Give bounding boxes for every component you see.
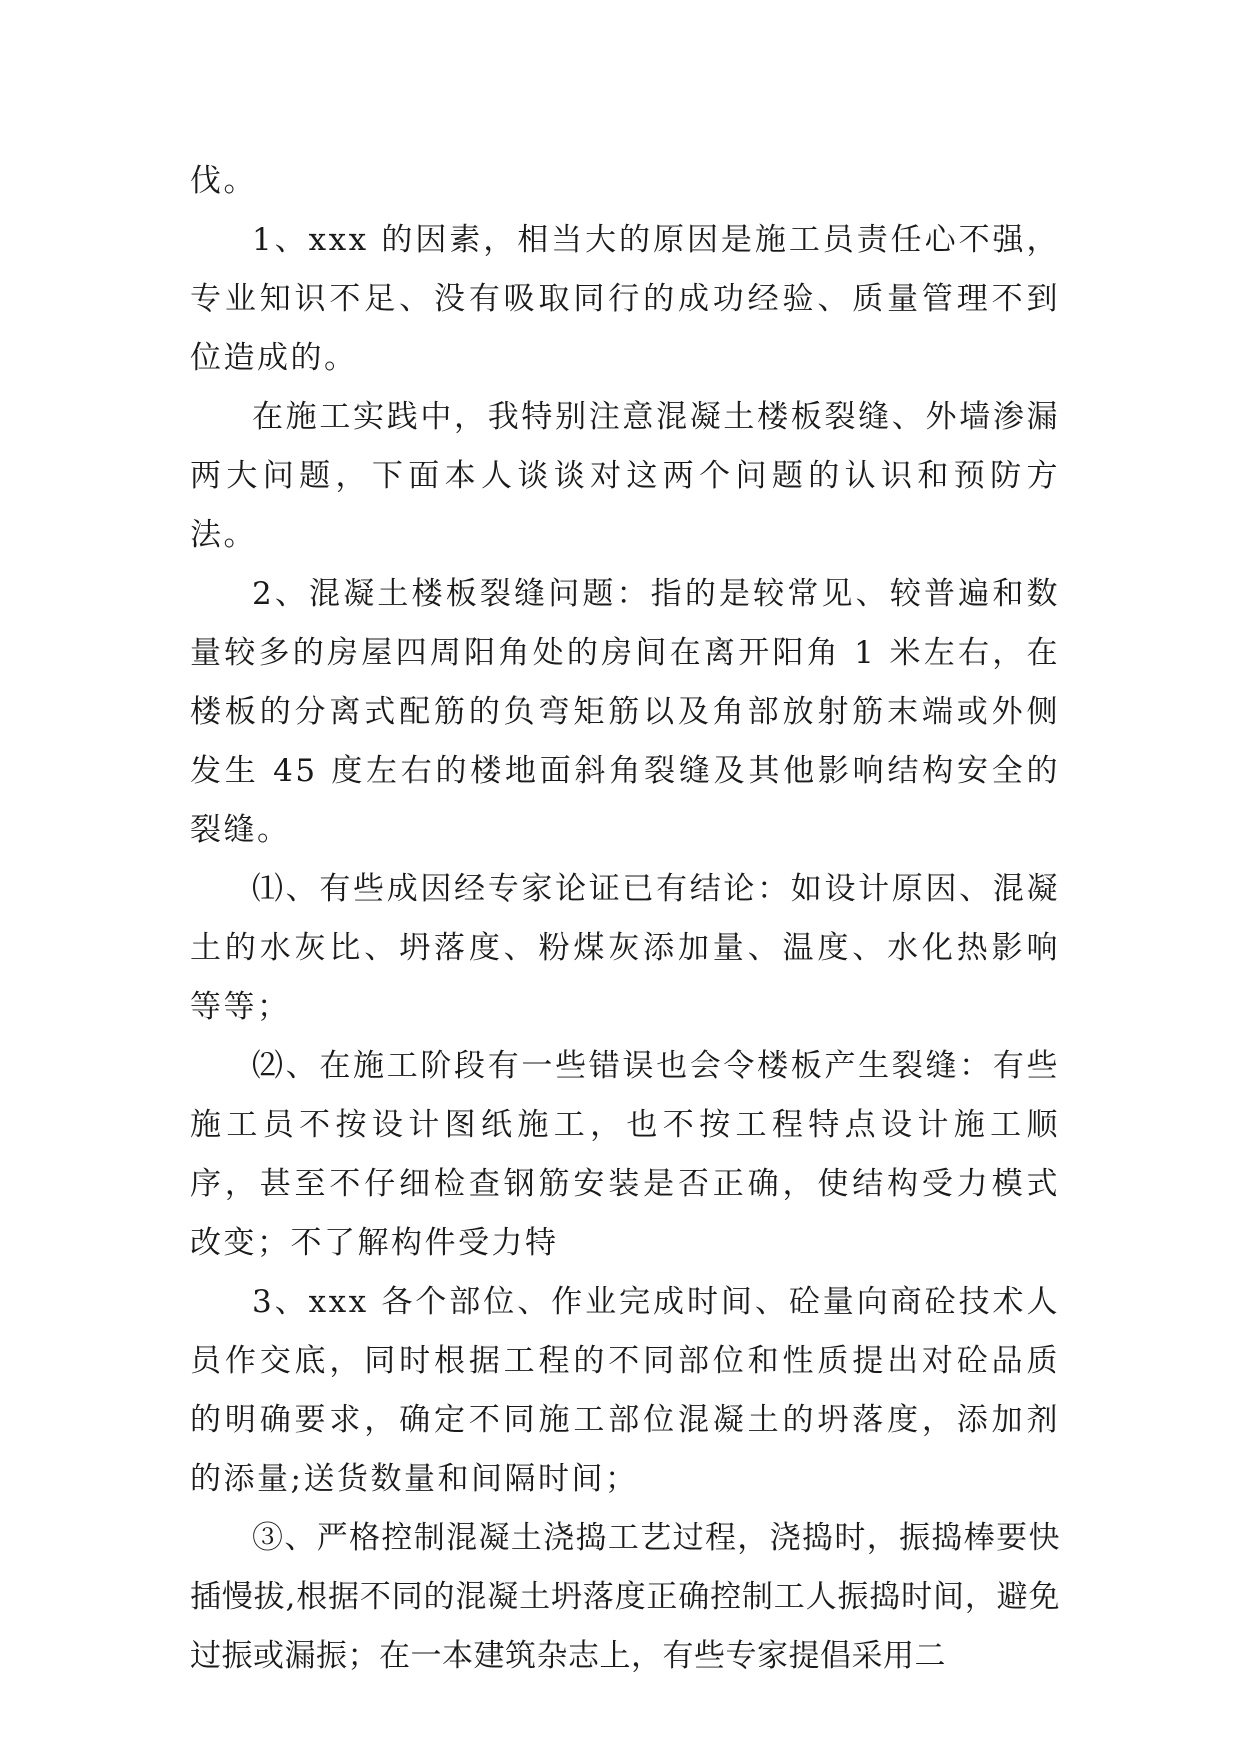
- paragraph-8: ③、严格控制混凝土浇捣工艺过程，浇捣时，振捣棒要快插慢拔,根据不同的混凝土坍落度正确控制工人振捣时间，避免过振或漏振；在一本建筑杂志上，有些专家提倡采用二: [190, 1520, 1060, 1674]
- paragraph-5: ⑴、有些成因经专家论证已有结论：如设计原因、混凝土的水灰比、坍落度、粉煤灰添加量、温度、水化热影响等等；: [190, 871, 1060, 1025]
- document-body: [190, 152, 1060, 1686]
- paragraph-2: 1、xxx 的因素，相当大的原因是施工员责任心不强，专业知识不足、没有吸取同行的成功经验、质量管理不到位造成的。: [190, 222, 1060, 376]
- paragraph-3: 在施工实践中，我特别注意混凝土楼板裂缝、外墙渗漏两大问题，下面本人谈谈对这两个问题的认识和预防方法。: [190, 399, 1060, 553]
- paragraph-7: 3、xxx 各个部位、作业完成时间、砼量向商砼技术人员作交底，同时根据工程的不同部位和性质提出对砼品质的明确要求，确定不同施工部位混凝土的坍落度，添加剂的添量;送货数量和间隔时间；: [190, 1284, 1060, 1497]
- paragraph-6: ⑵、在施工阶段有一些错误也会令楼板产生裂缝：有些施工员不按设计图纸施工，也不按工程特点设计施工顺序，甚至不仔细检查钢筋安装是否正确，使结构受力模式改变；不了解构件受力特: [190, 1048, 1060, 1261]
- paragraph-1: 伐。: [190, 163, 257, 199]
- paragraph-4: 2、混凝土楼板裂缝问题：指的是较常见、较普遍和数量较多的房屋四周阳角处的房间在离开阳角 1 米左右，在楼板的分离式配筋的负弯矩筋以及角部放射筋末端或外侧发生 45 度左右的楼地面斜角裂缝及其他影响结构安全的裂缝。: [190, 576, 1060, 848]
